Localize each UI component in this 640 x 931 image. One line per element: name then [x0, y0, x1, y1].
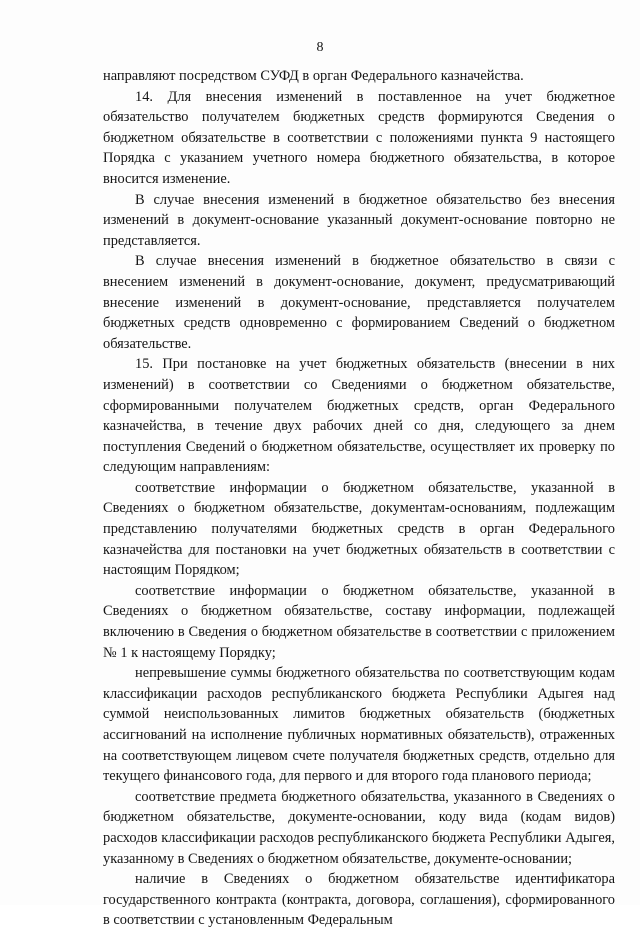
check-contract-identifier: наличие в Сведениях о бюджетном обязательстве идентификатора государственного контракта (контракта, договора, соглашения), сформированного в соответствии с установленным Федеральным — [103, 871, 615, 929]
body-text — [103, 66, 615, 929]
paragraph-item-15: 15. При постановке на учет бюджетных обязательств (внесении в них изменений) в соответствии со Сведениями о бюджетном обязательстве, сформированными получателем бюджетных средств, орган Федерального казначейства, в течение двух рабочих дней со дня, следующего за днем поступления Сведений о бюджетном обязательстве, осуществляет их проверку по следующим направлениям: — [103, 356, 615, 476]
paragraph-continuation: направляют посредством СУФД в орган Федерального казначейства. — [103, 68, 524, 84]
paragraph-with-changes: В случае внесения изменений в бюджетное обязательство в связи с внесением изменений в документ-основание, документ, предусматривающий внесение изменений в документ-основание, представляется получателем бюджетных средств одновременно с формированием Сведений о бюджетном обязательстве. — [103, 253, 615, 352]
check-document-basis: соответствие информации о бюджетном обязательстве, указанной в Сведениях о бюджетном обязательстве, документам-основаниям, подлежащим представлению получателями бюджетных средств в орган Федерального казначейства для постановки на учет бюджетных обязательств в соответствии с настоящим Порядком; — [103, 479, 615, 579]
paragraph-no-changes: В случае внесения изменений в бюджетное обязательство без внесения изменений в документ-основание указанный документ-основание повторно не представляется. — [103, 191, 615, 249]
check-information-composition: соответствие информации о бюджетном обязательстве, указанной в Сведениях о бюджетном обязательстве, составу информации, подлежащей включению в Сведения о бюджетном обязательстве в соответствии с приложением № 1 к настоящему Порядку; — [103, 582, 615, 661]
paragraph-item-14: 14. Для внесения изменений в поставленное на учет бюджетное обязательство получателем бюджетных средств формируются Сведения о бюджетном обязательстве в соответствии с положениями пункта 9 настоящего Порядка с указанием учетного номера бюджетного обязательства, в которое вносится изменение. — [103, 88, 615, 187]
check-limits-not-exceeded: непревышение суммы бюджетного обязательства по соответствующим кодам классификации расходов республиканского бюджета Республики Адыгея над суммой неиспользованных лимитов бюджетных обязательств (бюджетных ассигнований на исполнение публичных нормативных обязательств), отраженных на соответствующем лицевом счете получателя бюджетных средств, отдельно для текущего финансового года, для первого и для второго года планового периода; — [103, 665, 615, 785]
page-number: 8 — [316, 40, 324, 55]
check-expense-type: соответствие предмета бюджетного обязательства, указанного в Сведениях о бюджетном обязательстве, документе-основании, коду вида (кодам видов) расходов классификации расходов республиканского бюджета Республики Адыгея, указанному в Сведениях о бюджетном обязательстве, документе-основании; — [103, 788, 615, 867]
